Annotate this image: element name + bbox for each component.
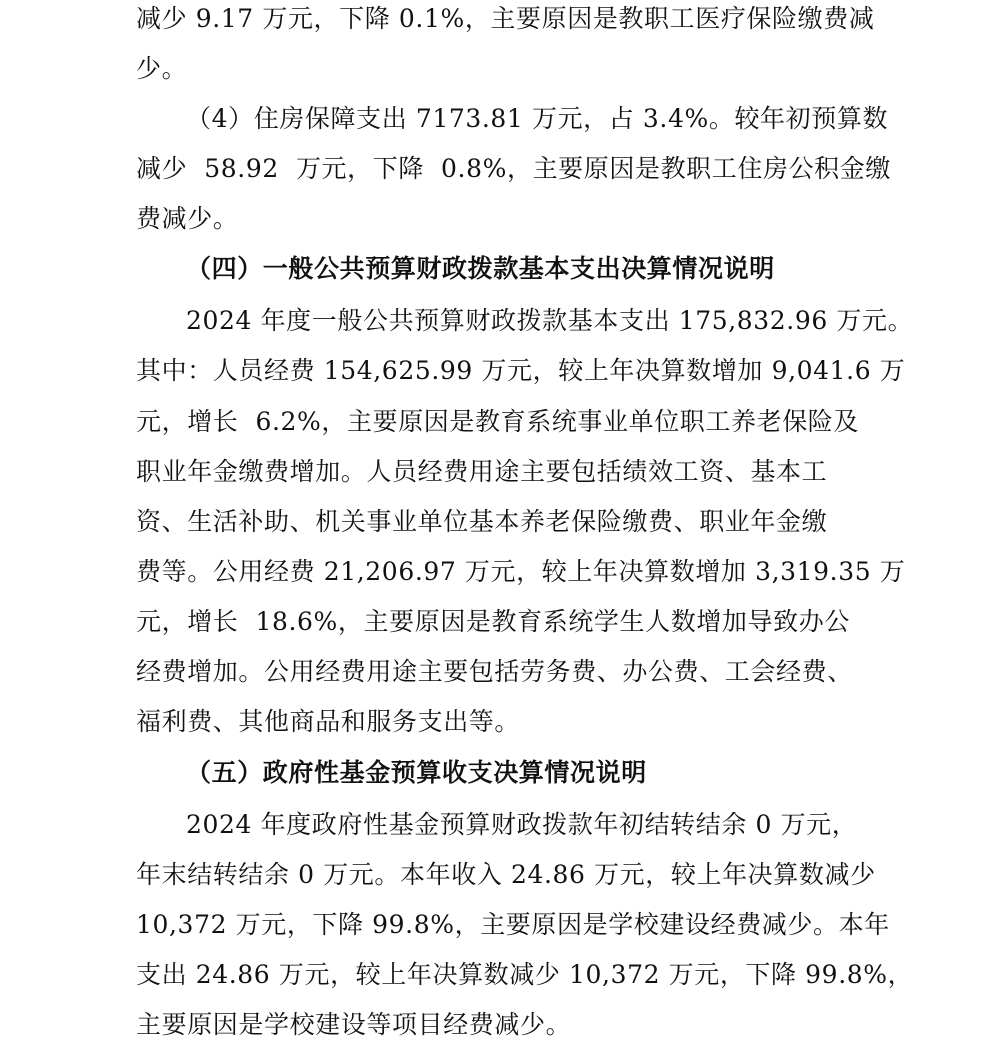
- section-heading: （四）一般公共预算财政拨款基本支出决算情况说明: [186, 254, 775, 283]
- text-line: 其中：人员经费 154,625.99 万元，较上年决算数增加 9,041.6 万: [136, 356, 906, 385]
- text-line: （4）住房保障支出 7173.81 万元，占 3.4%。较年初预算数: [186, 104, 889, 133]
- text-line: 2024 年度一般公共预算财政拨款基本支出 175,832.96 万元。: [186, 306, 914, 335]
- text-line: 减少 9.17 万元，下降 0.1%，主要原因是教职工医疗保险缴费减: [136, 4, 875, 33]
- text-line: 支出 24.86 万元，较上年决算数减少 10,372 万元，下降 99.8%，: [136, 960, 914, 989]
- text-line: 10,372 万元，下降 99.8%，主要原因是学校建设经费减少。本年: [136, 910, 890, 939]
- text-line: 2024 年度政府性基金预算财政拨款年初结转结余 0 万元，: [186, 810, 858, 839]
- text-line: 元，增长 6.2%，主要原因是教育系统事业单位职工养老保险及: [136, 407, 860, 436]
- text-line: 减少 58.92 万元，下降 0.8%，主要原因是教职工住房公积金缴: [136, 154, 891, 183]
- text-line: 费等。公用经费 21,206.97 万元，较上年决算数增加 3,319.35 万: [136, 557, 906, 586]
- text-line: 经费增加。公用经费用途主要包括劳务费、办公费、工会经费、: [136, 657, 853, 686]
- text-line: 资、生活补助、机关事业单位基本养老保险缴费、职业年金缴: [136, 507, 828, 536]
- text-line: 元，增长 18.6%，主要原因是教育系统学生人数增加导致办公: [136, 607, 850, 636]
- text-line: 主要原因是学校建设等项目经费减少。: [136, 1010, 572, 1039]
- text-line: 职业年金缴费增加。人员经费用途主要包括绩效工资、基本工: [136, 457, 828, 486]
- text-line: 福利费、其他商品和服务支出等。: [136, 707, 521, 736]
- text-line: 年末结转结余 0 万元。本年收入 24.86 万元，较上年决算数减少: [136, 860, 876, 889]
- text-line: 费减少。: [136, 204, 239, 233]
- text-line: 少。: [136, 54, 188, 83]
- section-heading: （五）政府性基金预算收支决算情况说明: [186, 758, 647, 787]
